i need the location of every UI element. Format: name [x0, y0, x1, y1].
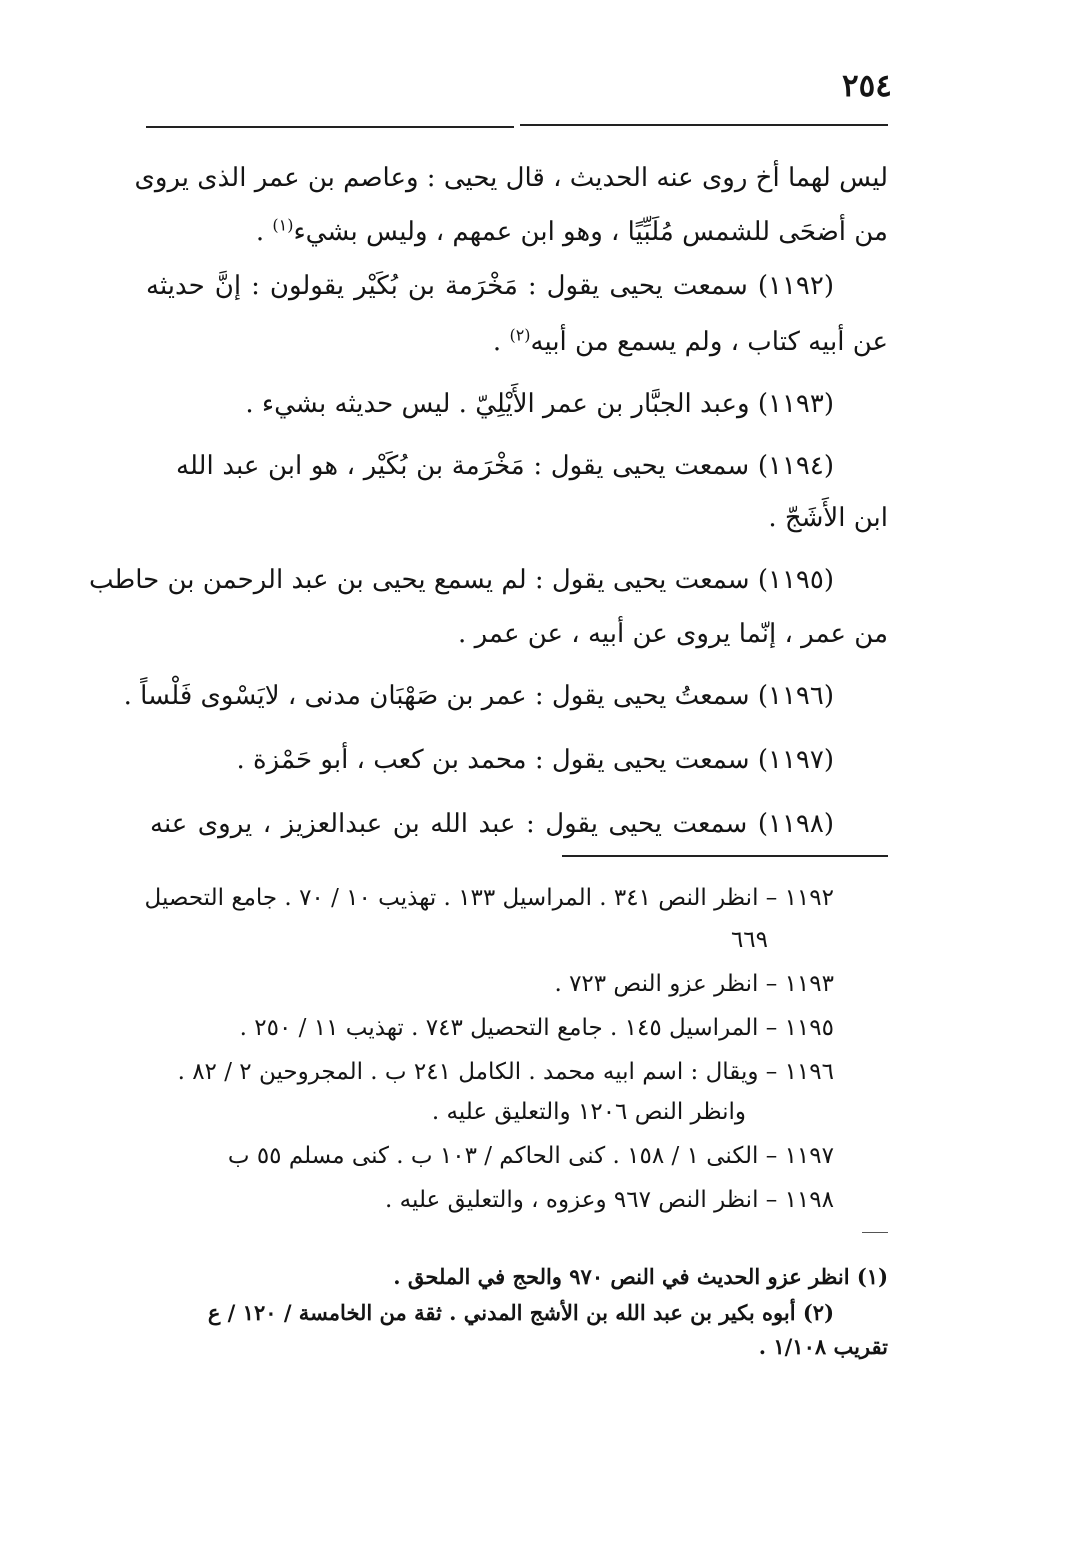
footnote-line: وانظر النص ١٢٠٦ والتعليق عليه . — [431, 1099, 746, 1125]
footnote-line: ١١٩٧ – الكنى ١ / ١٥٨ . كنى الحاكم / ١٠٣ ب . كنى مسلم ٥٥ ب — [227, 1143, 834, 1169]
footnote-line: ١١٩٣ – انظر عزو النص ٧٢٣ . — [554, 971, 834, 997]
footnote-ref: (١) — [272, 215, 294, 235]
body-line: (١١٩٧) سمعت يحيى يقول : محمد بن كعب ، أبو حَمْزة . — [236, 745, 834, 775]
footnote-line: ١١٩٦ – ويقال : اسم ابيه محمد . الكامل ٢٤١ ب . المجروحين ٢ / ٨٢ . — [177, 1059, 834, 1085]
body-line: (١١٩٥) سمعت يحيى يقول : لم يسمع يحيى بن عبد الرحمن بن حاطب — [89, 565, 834, 595]
header-rule — [520, 124, 888, 126]
body-line: ليس لهما أخ روى عنه الحديث ، قال يحيى : وعاصم بن عمر الذى يروى — [134, 163, 888, 193]
footnote-line: ١١٩٨ – انظر النص ٩٦٧ وعزوه ، والتعليق عليه . — [385, 1187, 834, 1213]
header-rule — [146, 126, 514, 128]
body-line: ابن الأَشَجّ . — [768, 503, 888, 533]
editor-note-line: (٢) أبوه بكير بن عبد الله بن الأشج المدني . ثقة من الخامسة / ١٢٠ / ع — [207, 1300, 834, 1325]
footnote-line: ١١٩٢ – انظر النص ٣٤١ . المراسيل ١٣٣ . تهذيب ١٠ / ٧٠ . جامع التحصيل — [144, 885, 834, 911]
editor-note-line: (١) انظر عزو الحديث في النص ٩٧٠ والحج في الملحق . — [393, 1264, 888, 1289]
note-separator — [862, 1232, 888, 1233]
body-line: من عمر ، إنّما يروى عن أبيه ، عن عمر . — [458, 619, 888, 649]
editor-note-line: تقريب ١/١٠٨ . — [758, 1334, 888, 1359]
body-line: (١١٩٢) سمعت يحيى يقول : مَخْرَمة بن بُكَيْر يقولون : إنَّ حديثه — [146, 271, 834, 301]
body-line: عن أبيه كتاب ، ولم يسمع من أبيه$^{(٢)}$ . — [492, 325, 888, 357]
footnote-line: ١١٩٥ – المراسيل ١٤٥ . جامع التحصيل ٧٤٣ . تهذيب ١١ / ٢٥٠ . — [239, 1015, 834, 1041]
body-line: (١١٩٣) وعبد الجبَّار بن عمر الأَيْلِيّ . ليس حديثه بشيء . — [245, 389, 834, 419]
page-number: ٢٥٤ — [842, 68, 892, 104]
body-line: (١١٩٨) سمعت يحيى يقول : عبد الله بن عبدالعزيز ، يروى عنه — [150, 809, 834, 839]
footnote-ref: (٢) — [509, 325, 531, 345]
body-line: (١١٩٦) سمعتُ يحيى يقول : عمر بن صَهْبَان مدنى ، لايَسْوى فَلْساً . — [123, 681, 834, 711]
body-line: من أضحَى للشمس مُلَبِّيًا ، وهو ابن عمهم ، وليس بشيء$^{(١)}$ . — [255, 215, 888, 247]
body-line: (١١٩٤) سمعت يحيى يقول : مَخْرَمة بن بُكَيْر ، هو ابن عبد الله — [176, 451, 834, 481]
footnote-line: ٦٦٩ — [730, 927, 768, 953]
footnote-separator — [562, 855, 888, 857]
